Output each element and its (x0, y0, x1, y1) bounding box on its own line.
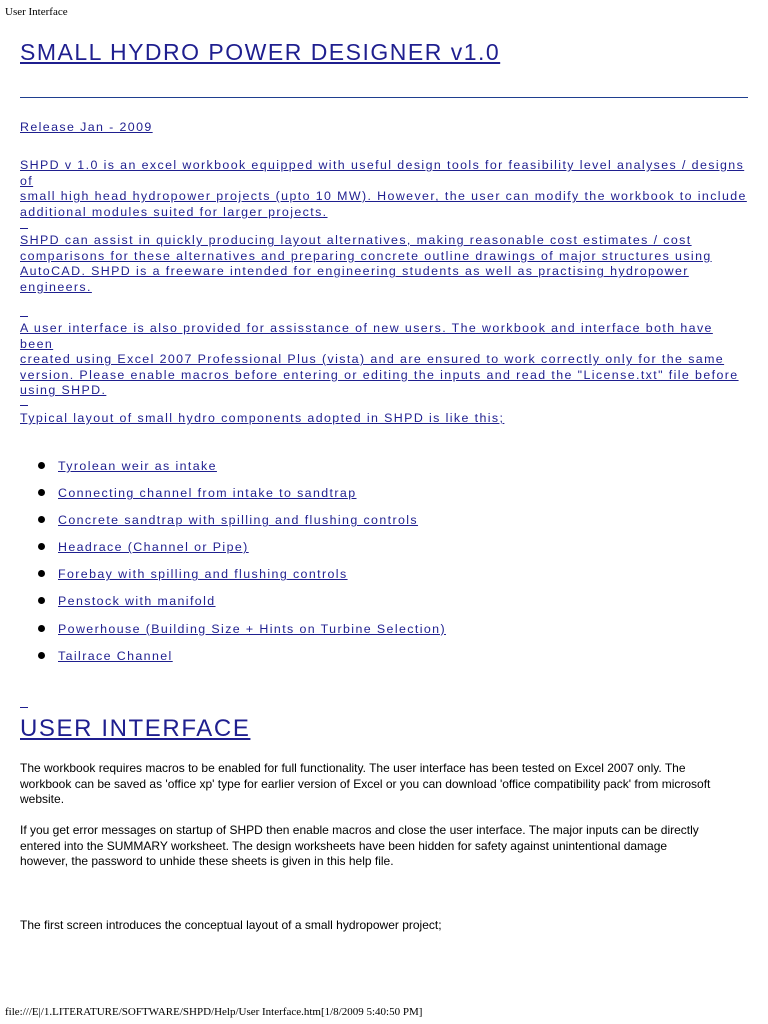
horizontal-divider (20, 97, 748, 98)
list-item (38, 621, 446, 648)
bullet-icon (38, 625, 45, 632)
macro-paragraph (20, 761, 750, 808)
error-paragraph (20, 823, 750, 870)
list-item (38, 512, 446, 539)
component-link[interactable]: Penstock with manifold (58, 594, 216, 609)
spacer-link (20, 316, 28, 317)
intro-line[interactable]: SHPD v 1.0 is an excel workbook equipped with useful design tools for feasibility level analyses / designs of (20, 158, 745, 188)
intro-line[interactable]: additional modules suited for larger projects. (20, 204, 328, 219)
macro-line: The workbook requires macros to be enabled for full functionality. The user interface has been tested on Excel 2007 only. The (20, 761, 686, 775)
bullet-icon (38, 462, 45, 469)
list-item (38, 458, 446, 485)
macro-line: website. (20, 792, 65, 806)
bullet-icon (38, 597, 45, 604)
component-link[interactable]: Powerhouse (Building Size + Hints on Turbine Selection) (58, 621, 446, 636)
component-link[interactable]: Tyrolean weir as intake (58, 459, 217, 473)
assist-line[interactable]: engineers. (20, 279, 92, 294)
intro-line[interactable]: small high head hydropower projects (upto 10 MW). However, the user can modify the workbook to include (20, 189, 747, 204)
first-screen-paragraph: The first screen introduces the conceptual layout of a small hydropower project; (20, 918, 442, 932)
list-item (38, 648, 446, 675)
error-line: If you get error messages on startup of SHPD then enable macros and close the user interface. The major inputs can be directly (20, 823, 699, 837)
spacer-link (20, 707, 28, 708)
ui-line[interactable]: version. Please enable macros before entering or editing the inputs and read the "License.txt" file before (20, 367, 739, 382)
bullet-icon (38, 543, 45, 550)
component-link[interactable]: Tailrace Channel (58, 648, 173, 663)
component-link[interactable]: Forebay with spilling and flushing controls (58, 567, 348, 582)
intro-paragraph (20, 158, 750, 220)
layout-intro[interactable]: Typical layout of small hydro components adopted in SHPD is like this; (20, 411, 505, 425)
spacer-link (20, 228, 28, 229)
list-item (38, 485, 446, 512)
component-list (38, 458, 446, 675)
assist-line[interactable]: SHPD can assist in quickly producing layout alternatives, making reasonable cost estimates / cost (20, 233, 692, 247)
component-link[interactable]: Concrete sandtrap with spilling and flushing controls (58, 513, 419, 528)
bullet-icon (38, 652, 45, 659)
assist-line[interactable]: AutoCAD. SHPD is a freeware intended for engineering students as well as practising hydropower (20, 264, 689, 279)
assist-line[interactable]: comparisons for these alternatives and preparing concrete outline drawings of major structures using (20, 248, 712, 263)
list-item (38, 539, 446, 566)
page-title[interactable]: SMALL HYDRO POWER DESIGNER v1.0 (20, 39, 501, 65)
release-date[interactable]: Release Jan - 2009 (20, 120, 153, 134)
ui-line[interactable]: using SHPD. (20, 383, 107, 398)
assist-paragraph (20, 233, 750, 295)
bullet-icon (38, 570, 45, 577)
ui-line[interactable]: created using Excel 2007 Professional Plus (vista) and are ensured to work correctly only for the same (20, 352, 725, 367)
component-link[interactable]: Connecting channel from intake to sandtrap (58, 486, 357, 501)
ui-line[interactable]: A user interface is also provided for assisstance of new users. The workbook and interface both have been (20, 321, 713, 351)
spacer-link (20, 405, 28, 406)
section-title[interactable]: USER INTERFACE (20, 715, 251, 742)
print-header: User Interface (5, 6, 68, 18)
print-footer: file:///E|/1.LITERATURE/SOFTWARE/SHPD/Help/User Interface.htm[1/8/2009 5:40:50 PM] (5, 1006, 423, 1018)
bullet-icon (38, 516, 45, 523)
list-item (38, 593, 446, 620)
error-line: however, the password to unhide these sheets is given in this help file. (20, 854, 394, 868)
component-link[interactable]: Headrace (Channel or Pipe) (58, 540, 249, 555)
macro-line: workbook can be saved as 'office xp' type for earlier version of Excel or you can download 'office compatibility pack' from microsoft (20, 776, 711, 791)
user-interface-paragraph (20, 321, 750, 399)
list-item (38, 566, 446, 593)
page-title-block (20, 36, 750, 68)
error-line: entered into the SUMMARY worksheet. The design worksheets have been hidden for safety against unintentional damage (20, 838, 668, 853)
bullet-icon (38, 489, 45, 496)
